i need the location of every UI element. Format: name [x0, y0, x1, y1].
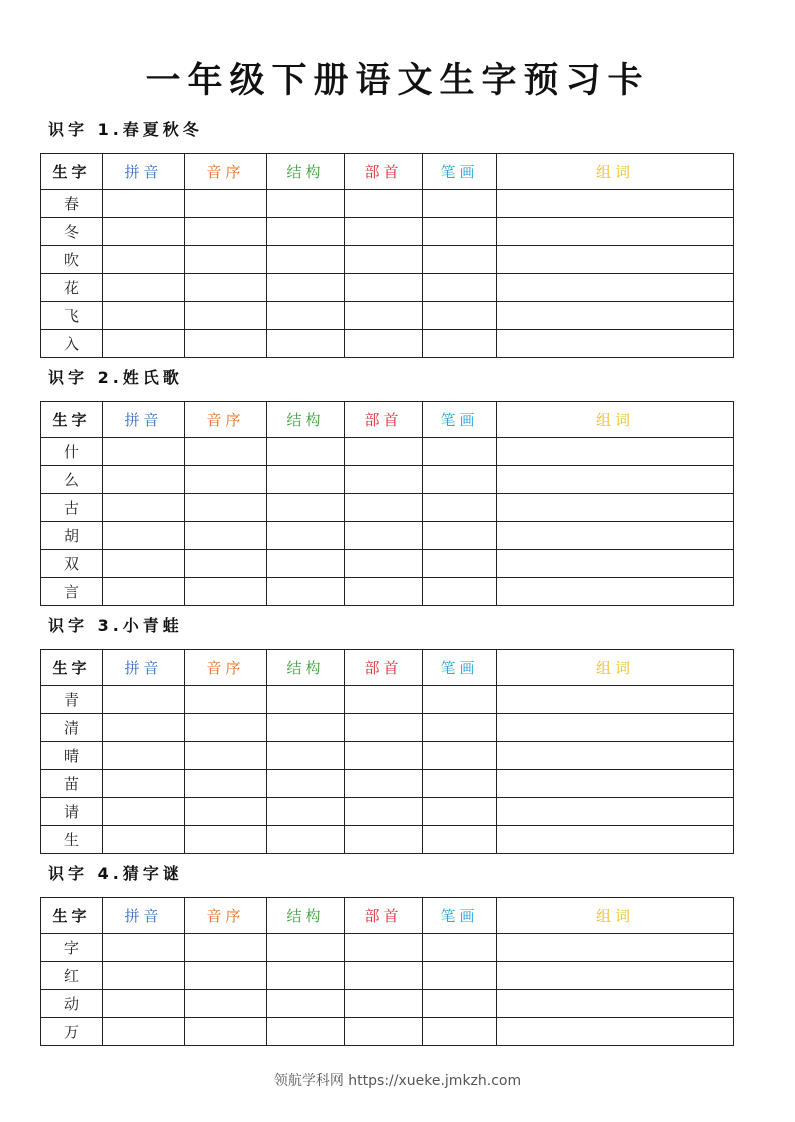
character-cell: 吹 [41, 246, 103, 274]
column-header: 结构 [267, 402, 345, 438]
character-cell: 春 [41, 190, 103, 218]
blank-answer-cell[interactable] [423, 686, 497, 714]
blank-answer-cell[interactable] [423, 962, 497, 990]
blank-answer-cell[interactable] [423, 742, 497, 770]
character-cell: 冬 [41, 218, 103, 246]
column-header: 音序 [185, 650, 267, 686]
lesson-section [40, 862, 733, 1041]
blank-answer-cell[interactable] [497, 190, 734, 218]
footer-watermark: 领航学科网 https://xueke.jmkzh.com [273, 1073, 522, 1089]
blank-answer-cell[interactable] [345, 218, 423, 246]
column-header: 生字 [41, 650, 103, 686]
column-header: 生字 [41, 154, 103, 190]
character-cell: 古 [41, 494, 103, 522]
table-row [41, 218, 734, 246]
blank-answer-cell[interactable] [497, 550, 734, 578]
table-row [41, 550, 734, 578]
blank-answer-cell[interactable] [423, 438, 497, 466]
blank-answer-cell[interactable] [103, 742, 185, 770]
lesson-section [40, 614, 733, 849]
character-cell: 生 [41, 826, 103, 854]
character-cell: 言 [41, 578, 103, 606]
blank-answer-cell[interactable] [497, 330, 734, 358]
blank-answer-cell[interactable] [497, 686, 734, 714]
column-header: 拼音 [103, 154, 185, 190]
blank-answer-cell[interactable] [185, 742, 267, 770]
blank-answer-cell[interactable] [423, 494, 497, 522]
blank-answer-cell[interactable] [267, 438, 345, 466]
blank-answer-cell[interactable] [497, 826, 734, 854]
blank-answer-cell[interactable] [423, 246, 497, 274]
table-row [41, 990, 734, 1018]
lesson-section [40, 366, 733, 601]
page-title: 一年级下册语文生字预习卡 [145, 61, 650, 101]
character-cell: 万 [41, 1018, 103, 1046]
blank-answer-cell[interactable] [185, 990, 267, 1018]
blank-answer-cell[interactable] [267, 962, 345, 990]
blank-answer-cell[interactable] [185, 330, 267, 358]
character-cell: 花 [41, 274, 103, 302]
blank-answer-cell[interactable] [423, 770, 497, 798]
column-header: 拼音 [103, 898, 185, 934]
column-header: 笔画 [423, 898, 497, 934]
blank-answer-cell[interactable] [185, 438, 267, 466]
character-cell: 晴 [41, 742, 103, 770]
preview-table [40, 153, 734, 358]
blank-answer-cell[interactable] [185, 826, 267, 854]
blank-answer-cell[interactable] [103, 550, 185, 578]
blank-answer-cell[interactable] [345, 826, 423, 854]
blank-answer-cell[interactable] [103, 466, 185, 494]
blank-answer-cell[interactable] [185, 494, 267, 522]
column-header: 部首 [345, 650, 423, 686]
column-header: 生字 [41, 898, 103, 934]
blank-answer-cell[interactable] [185, 246, 267, 274]
blank-answer-cell[interactable] [497, 578, 734, 606]
blank-answer-cell[interactable] [345, 990, 423, 1018]
character-cell: 苗 [41, 770, 103, 798]
blank-answer-cell[interactable] [267, 798, 345, 826]
blank-answer-cell[interactable] [345, 302, 423, 330]
blank-answer-cell[interactable] [345, 330, 423, 358]
blank-answer-cell[interactable] [497, 990, 734, 1018]
table-row [41, 302, 734, 330]
column-header: 组词 [497, 154, 734, 190]
blank-answer-cell[interactable] [423, 990, 497, 1018]
character-cell: 什 [41, 438, 103, 466]
character-cell: 飞 [41, 302, 103, 330]
table-row [41, 934, 734, 962]
character-cell: 青 [41, 686, 103, 714]
blank-answer-cell[interactable] [423, 798, 497, 826]
blank-answer-cell[interactable] [103, 578, 185, 606]
blank-answer-cell[interactable] [103, 302, 185, 330]
table-row [41, 742, 734, 770]
lesson-heading: 识字 2.姓氏歌 [48, 368, 183, 387]
blank-answer-cell[interactable] [345, 578, 423, 606]
blank-answer-cell[interactable] [103, 1018, 185, 1046]
blank-answer-cell[interactable] [267, 686, 345, 714]
blank-answer-cell[interactable] [345, 962, 423, 990]
blank-answer-cell[interactable] [423, 1018, 497, 1046]
blank-answer-cell[interactable] [185, 714, 267, 742]
blank-answer-cell[interactable] [185, 190, 267, 218]
blank-answer-cell[interactable] [497, 742, 734, 770]
preview-table [40, 401, 734, 606]
table-header-row [41, 154, 734, 190]
blank-answer-cell[interactable] [103, 494, 185, 522]
character-cell: 么 [41, 466, 103, 494]
blank-answer-cell[interactable] [497, 770, 734, 798]
blank-answer-cell[interactable] [267, 190, 345, 218]
column-header: 结构 [267, 650, 345, 686]
column-header: 结构 [267, 154, 345, 190]
blank-answer-cell[interactable] [423, 522, 497, 550]
blank-answer-cell[interactable] [345, 438, 423, 466]
blank-answer-cell[interactable] [185, 578, 267, 606]
character-cell: 双 [41, 550, 103, 578]
column-header: 部首 [345, 154, 423, 190]
blank-answer-cell[interactable] [185, 686, 267, 714]
column-header: 结构 [267, 898, 345, 934]
blank-answer-cell[interactable] [497, 302, 734, 330]
blank-answer-cell[interactable] [103, 686, 185, 714]
blank-answer-cell[interactable] [185, 302, 267, 330]
blank-answer-cell[interactable] [345, 246, 423, 274]
blank-answer-cell[interactable] [103, 438, 185, 466]
table-row [41, 826, 734, 854]
blank-answer-cell[interactable] [185, 522, 267, 550]
blank-answer-cell[interactable] [345, 274, 423, 302]
table-row [41, 798, 734, 826]
blank-answer-cell[interactable] [267, 550, 345, 578]
blank-answer-cell[interactable] [345, 522, 423, 550]
blank-answer-cell[interactable] [423, 274, 497, 302]
blank-answer-cell[interactable] [497, 218, 734, 246]
blank-answer-cell[interactable] [103, 798, 185, 826]
blank-answer-cell[interactable] [267, 522, 345, 550]
blank-answer-cell[interactable] [267, 494, 345, 522]
blank-answer-cell[interactable] [103, 770, 185, 798]
column-header: 笔画 [423, 154, 497, 190]
lesson-heading: 识字 3.小青蛙 [48, 616, 183, 635]
table-header-row [41, 402, 734, 438]
column-header: 生字 [41, 402, 103, 438]
table-row [41, 770, 734, 798]
blank-answer-cell[interactable] [497, 798, 734, 826]
preview-table [40, 897, 734, 1046]
blank-answer-cell[interactable] [497, 438, 734, 466]
table-header-row [41, 898, 734, 934]
table-row [41, 494, 734, 522]
blank-answer-cell[interactable] [103, 826, 185, 854]
blank-answer-cell[interactable] [185, 466, 267, 494]
table-header-row [41, 650, 734, 686]
table-row [41, 714, 734, 742]
blank-answer-cell[interactable] [423, 714, 497, 742]
column-header: 拼音 [103, 650, 185, 686]
blank-answer-cell[interactable] [497, 494, 734, 522]
blank-answer-cell[interactable] [267, 578, 345, 606]
table-row [41, 438, 734, 466]
blank-answer-cell[interactable] [267, 246, 345, 274]
lesson-heading: 识字 1.春夏秋冬 [48, 120, 203, 139]
blank-answer-cell[interactable] [267, 714, 345, 742]
blank-answer-cell[interactable] [103, 990, 185, 1018]
blank-answer-cell[interactable] [185, 1018, 267, 1046]
blank-answer-cell[interactable] [345, 494, 423, 522]
blank-answer-cell[interactable] [345, 466, 423, 494]
blank-answer-cell[interactable] [103, 962, 185, 990]
table-row [41, 578, 734, 606]
table-row [41, 330, 734, 358]
blank-answer-cell[interactable] [497, 246, 734, 274]
blank-answer-cell[interactable] [423, 190, 497, 218]
blank-answer-cell[interactable] [423, 934, 497, 962]
blank-answer-cell[interactable] [185, 770, 267, 798]
blank-answer-cell[interactable] [267, 330, 345, 358]
character-cell: 清 [41, 714, 103, 742]
blank-answer-cell[interactable] [185, 962, 267, 990]
column-header: 组词 [497, 898, 734, 934]
blank-answer-cell[interactable] [103, 274, 185, 302]
blank-answer-cell[interactable] [103, 330, 185, 358]
blank-answer-cell[interactable] [497, 714, 734, 742]
blank-answer-cell[interactable] [345, 1018, 423, 1046]
blank-answer-cell[interactable] [267, 274, 345, 302]
blank-answer-cell[interactable] [103, 190, 185, 218]
blank-answer-cell[interactable] [497, 934, 734, 962]
blank-answer-cell[interactable] [103, 714, 185, 742]
blank-answer-cell[interactable] [345, 770, 423, 798]
blank-answer-cell[interactable] [345, 742, 423, 770]
table-row [41, 466, 734, 494]
lesson-heading: 识字 4.猜字谜 [48, 864, 183, 883]
blank-answer-cell[interactable] [267, 770, 345, 798]
character-cell: 红 [41, 962, 103, 990]
blank-answer-cell[interactable] [267, 990, 345, 1018]
blank-answer-cell[interactable] [267, 1018, 345, 1046]
lesson-section [40, 118, 733, 353]
character-cell: 动 [41, 990, 103, 1018]
blank-answer-cell[interactable] [423, 578, 497, 606]
blank-answer-cell[interactable] [185, 798, 267, 826]
blank-answer-cell[interactable] [497, 962, 734, 990]
blank-answer-cell[interactable] [103, 934, 185, 962]
column-header: 部首 [345, 402, 423, 438]
column-header: 笔画 [423, 402, 497, 438]
column-header: 音序 [185, 402, 267, 438]
blank-answer-cell[interactable] [345, 686, 423, 714]
table-row [41, 190, 734, 218]
blank-answer-cell[interactable] [345, 714, 423, 742]
blank-answer-cell[interactable] [103, 218, 185, 246]
column-header: 部首 [345, 898, 423, 934]
blank-answer-cell[interactable] [423, 218, 497, 246]
table-row [41, 1018, 734, 1046]
column-header: 组词 [497, 650, 734, 686]
table-row [41, 522, 734, 550]
character-cell: 胡 [41, 522, 103, 550]
blank-answer-cell[interactable] [345, 934, 423, 962]
blank-answer-cell[interactable] [423, 330, 497, 358]
column-header: 拼音 [103, 402, 185, 438]
table-row [41, 246, 734, 274]
blank-answer-cell[interactable] [497, 1018, 734, 1046]
blank-answer-cell[interactable] [103, 246, 185, 274]
table-row [41, 686, 734, 714]
blank-answer-cell[interactable] [497, 466, 734, 494]
blank-answer-cell[interactable] [345, 190, 423, 218]
character-cell: 字 [41, 934, 103, 962]
blank-answer-cell[interactable] [267, 302, 345, 330]
blank-answer-cell[interactable] [267, 466, 345, 494]
blank-answer-cell[interactable] [345, 798, 423, 826]
blank-answer-cell[interactable] [497, 274, 734, 302]
blank-answer-cell[interactable] [423, 550, 497, 578]
blank-answer-cell[interactable] [267, 742, 345, 770]
blank-answer-cell[interactable] [423, 466, 497, 494]
blank-answer-cell[interactable] [185, 550, 267, 578]
character-cell: 请 [41, 798, 103, 826]
column-header: 笔画 [423, 650, 497, 686]
blank-answer-cell[interactable] [103, 522, 185, 550]
blank-answer-cell[interactable] [423, 826, 497, 854]
blank-answer-cell[interactable] [497, 522, 734, 550]
preview-table [40, 649, 734, 854]
blank-answer-cell[interactable] [185, 934, 267, 962]
table-row [41, 274, 734, 302]
blank-answer-cell[interactable] [345, 550, 423, 578]
blank-answer-cell[interactable] [185, 274, 267, 302]
table-row [41, 962, 734, 990]
character-cell: 入 [41, 330, 103, 358]
column-header: 音序 [185, 154, 267, 190]
blank-answer-cell[interactable] [185, 218, 267, 246]
column-header: 音序 [185, 898, 267, 934]
column-header: 组词 [497, 402, 734, 438]
blank-answer-cell[interactable] [267, 934, 345, 962]
blank-answer-cell[interactable] [423, 302, 497, 330]
blank-answer-cell[interactable] [267, 218, 345, 246]
blank-answer-cell[interactable] [267, 826, 345, 854]
